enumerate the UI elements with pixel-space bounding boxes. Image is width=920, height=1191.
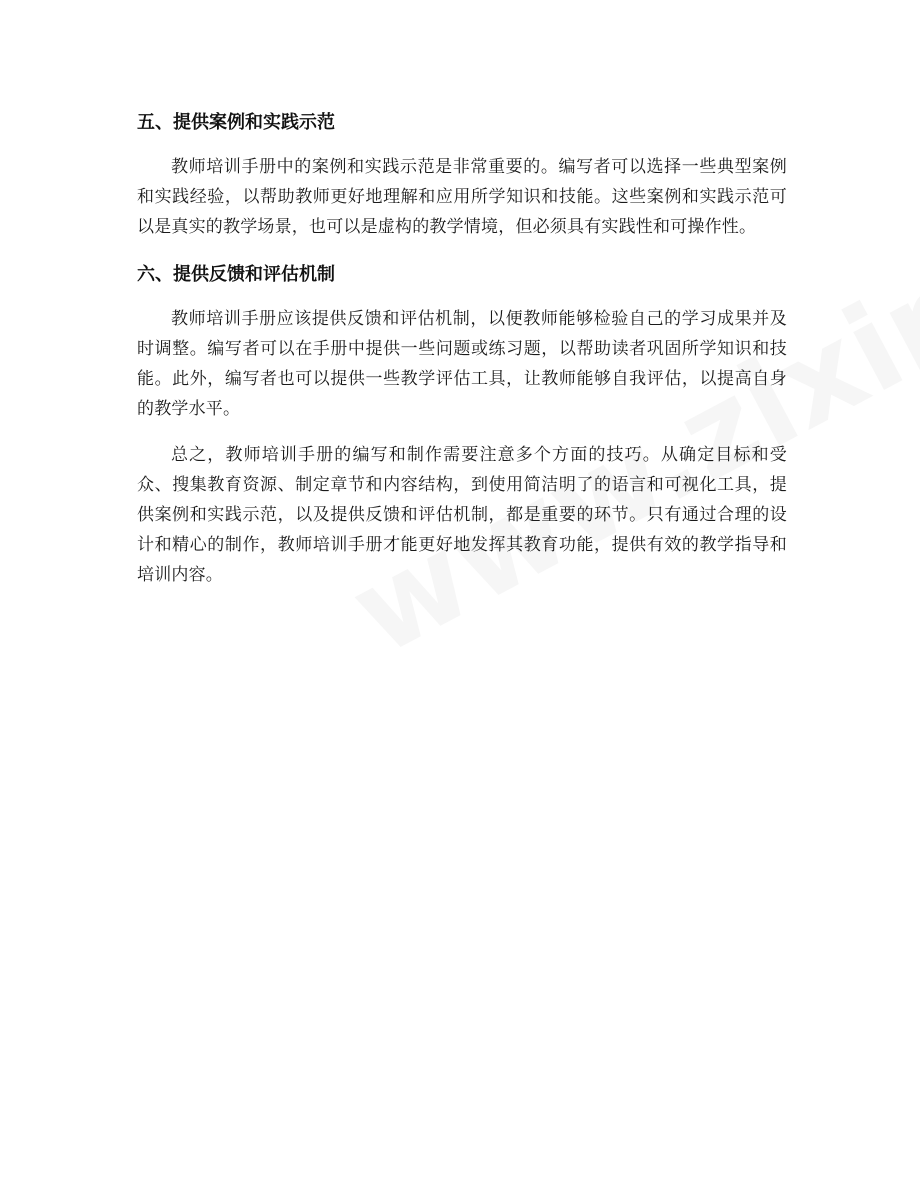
document-content — [137, 108, 787, 606]
section-heading-5: 五、提供案例和实践示范 — [137, 112, 335, 133]
section-paragraph-5: 教师培训手册中的案例和实践示范是非常重要的。编写者可以选择一些典型案例和实践经验，以帮助教师更好地理解和应用所学知识和技能。这些案例和实践示范可以是真实的教学场景，也可以是虚构的教学情境，但必须具有实践性和可操作性。 — [137, 157, 787, 237]
conclusion-paragraph: 总之，教师培训手册的编写和制作需要注意多个方面的技巧。从确定目标和受众、搜集教育资源、制定章节和内容结构，到使用简洁明了的语言和可视化工具，提供案例和实践示范，以及提供反馈和评估机制，都是重要的环节。只有通过合理的设计和精心的制作，教师培训手册才能更好地发挥其教育功能，提供有效的教学指导和培训内容。 — [137, 445, 787, 585]
section-heading-6: 六、提供反馈和评估机制 — [137, 264, 335, 285]
section-paragraph-6: 教师培训手册应该提供反馈和评估机制，以便教师能够检验自己的学习成果并及时调整。编写者可以在手册中提供一些问题或练习题，以帮助读者巩固所学知识和技能。此外，编写者也可以提供一些教学评估工具，让教师能够自我评估，以提高自身的教学水平。 — [137, 309, 787, 419]
